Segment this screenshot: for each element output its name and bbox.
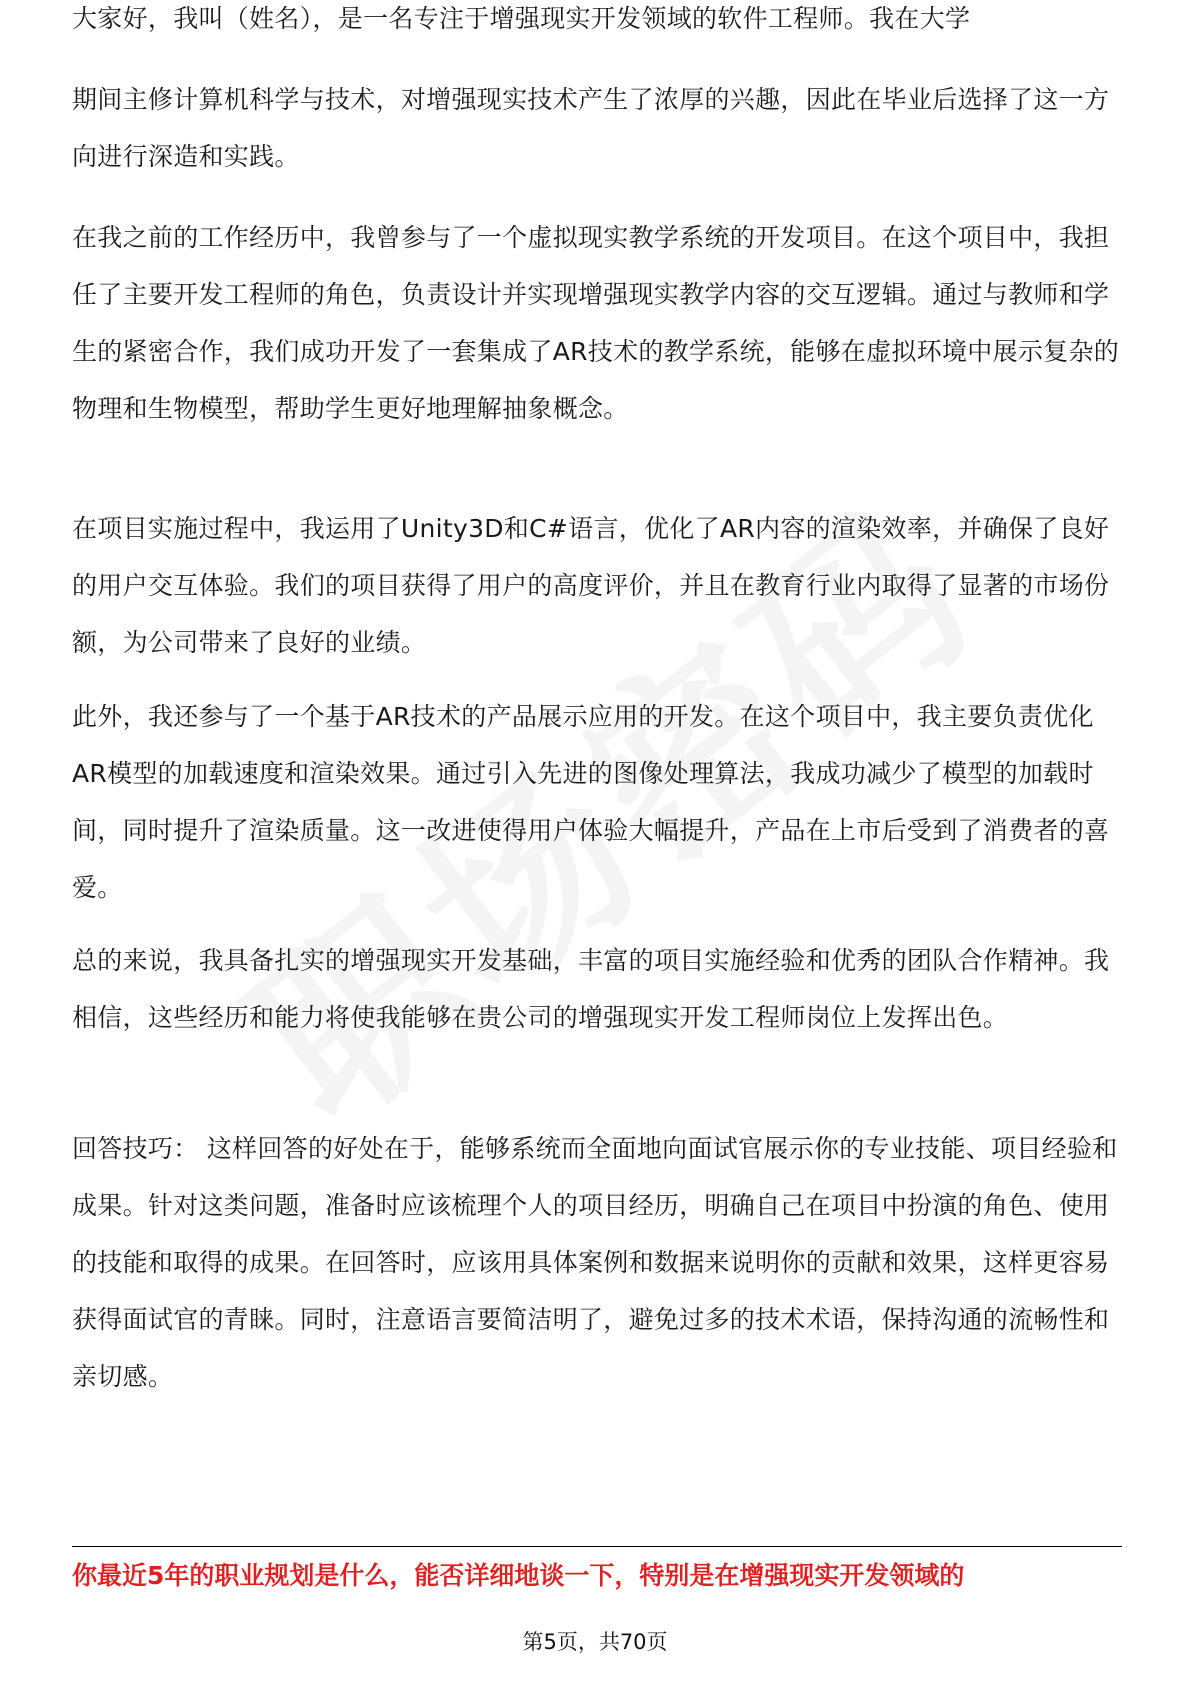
paragraph-1: 期间主修计算机科学与技术，对增强现实技术产生了浓厚的兴趣，因此在毕业后选择了这一方向进行深造和实践。 xyxy=(72,85,1110,171)
answer-tips-paragraph: 回答技巧： 这样回答的好处在于，能够系统而全面地向面试官展示你的专业技能、项目经验和成果。针对这类问题，准备时应该梳理个人的项目经历，明确自己在项目中扮演的角色、使用的技能和取得的成果。在回答时，应该用具体案例和数据来说明你的贡献和效果，这样更容易获得面试官的青睐。同时，注意语言要简洁明了，避免过多的技术术语，保持沟通的流畅性和亲切感。 xyxy=(72,1134,1118,1391)
paragraph-4: 此外，我还参与了一个基于AR技术的产品展示应用的开发。在这个项目中，我主要负责优化AR模型的加载速度和渲染效果。通过引入先进的图像处理算法，我成功减少了模型的加载时间，同时提升了渲染质量。这一改进使得用户体验大幅提升，产品在上市后受到了消费者的喜爱。 xyxy=(72,702,1110,902)
paragraph-5: 总的来说，我具备扎实的增强现实开发基础，丰富的项目实施经验和优秀的团队合作精神。我相信，这些经历和能力将使我能够在贵公司的增强现实开发工程师岗位上发挥出色。 xyxy=(72,946,1110,1032)
paragraph-3: 在项目实施过程中，我运用了Unity3D和C#语言，优化了AR内容的渲染效率，并确保了良好的用户交互体验。我们的项目获得了用户的高度评价，并且在教育行业内取得了显著的市场份额，为公司带来了良好的业绩。 xyxy=(72,514,1110,657)
cut-off-text: 大家好，我叫（姓名），是一名专注于增强现实开发领域的软件工程师。我在大学 xyxy=(72,4,971,33)
section-divider xyxy=(72,1546,1122,1547)
paragraph-2: 在我之前的工作经历中，我曾参与了一个虚拟现实教学系统的开发项目。在这个项目中，我担任了主要开发工程师的角色，负责设计并实现增强现实教学内容的交互逻辑。通过与教师和学生的紧密合作，我们成功开发了一套集成了AR技术的教学系统，能够在虚拟环境中展示复杂的物理和生物模型，帮助学生更好地理解抽象概念。 xyxy=(72,223,1120,423)
next-question-heading: 你最近5年的职业规划是什么，能否详细地谈一下，特别是在增强现实开发领域的 xyxy=(72,1561,965,1590)
page-number-footer: 第5页，共70页 xyxy=(522,1630,668,1654)
cut-off-line xyxy=(72,4,1122,60)
